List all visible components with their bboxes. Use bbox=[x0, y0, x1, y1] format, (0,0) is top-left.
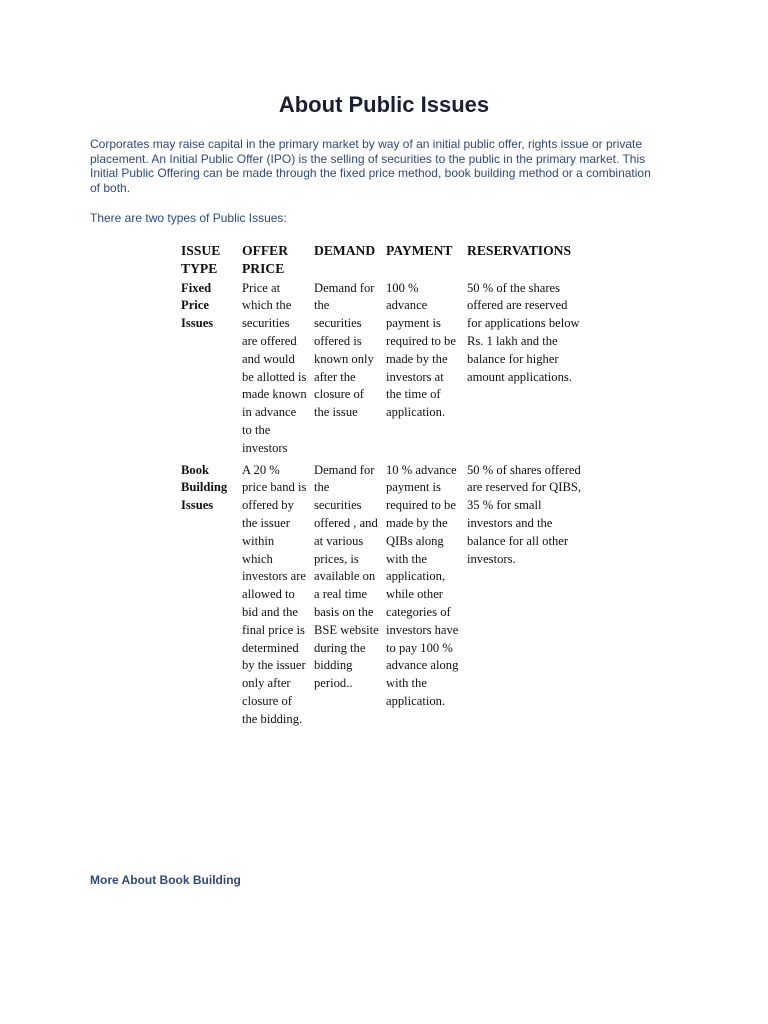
more-about-book-building-link[interactable]: More About Book Building bbox=[90, 873, 241, 887]
cell-payment: 10 % advance payment is required to be made by the QIBs along with the application, while other categories of investors have to pay 100 % advance along with the application. bbox=[386, 462, 459, 708]
cell-issue-type: Book Building Issues bbox=[181, 462, 228, 513]
public-issues-table bbox=[178, 242, 588, 733]
cell-offer-price: A 20 % price band is offered by the issuer within which investors are allowed to bid and the final price is determined by the issuer only after closure of the bidding. bbox=[242, 462, 307, 726]
intro-paragraph bbox=[90, 137, 690, 195]
cell-issue-type: Fixed Price Issues bbox=[181, 280, 214, 331]
intro-line: Initial Public Offering can be made through the fixed price method, book building method or a combination bbox=[90, 166, 651, 181]
cell-offer-price: Price at which the securities are offered and would be allotted is made known in advance to the investors bbox=[242, 280, 307, 455]
cell-demand: Demand for the securities offered , and at various prices, is available on a real time basis on the BSE website during the bidding period.. bbox=[314, 462, 379, 691]
header-reservations: RESERVATIONS bbox=[467, 243, 572, 258]
header-offer-price: OFFER PRICE bbox=[242, 243, 289, 276]
table-row-book-building bbox=[178, 462, 588, 733]
cell-payment: 100 % advance payment is required to be made by the investors at the time of application. bbox=[386, 280, 456, 420]
cell-demand: Demand for the securities offered is known only after the closure of the issue bbox=[314, 280, 375, 420]
header-issue-type: ISSUE TYPE bbox=[181, 243, 221, 276]
intro-line: placement. An Initial Public Offer (IPO) is the selling of securities to the public in the primary market. This bbox=[90, 151, 646, 166]
table-header-row bbox=[178, 242, 588, 280]
header-payment: PAYMENT bbox=[386, 243, 453, 258]
types-intro-text: There are two types of Public Issues: bbox=[90, 211, 287, 225]
cell-reservations: 50 % of the shares offered are reserved for applications below Rs. 1 lakh and the balance for higher amount applications. bbox=[467, 280, 580, 384]
header-demand: DEMAND bbox=[314, 243, 376, 258]
intro-line: of both. bbox=[90, 180, 131, 195]
table-row-fixed-price bbox=[178, 280, 588, 462]
page-title: About Public Issues bbox=[278, 92, 490, 117]
cell-reservations: 50 % of shares offered are reserved for QIBS, 35 % for small investors and the balance for all other investors. bbox=[467, 462, 581, 566]
intro-line: Corporates may raise capital in the primary market by way of an initial public offer, rights issue or private bbox=[90, 137, 643, 151]
